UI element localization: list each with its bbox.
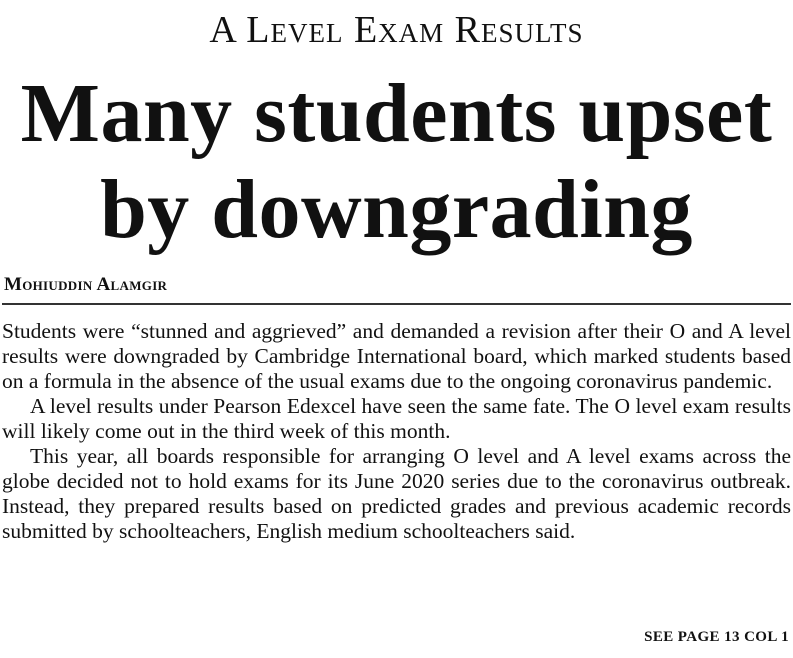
headline-line-1: Many students upset: [20, 67, 773, 160]
byline: Mohiuddin Alamgir: [4, 274, 168, 295]
article-paragraph: A level results under Pearson Edexcel have seen the same fate. The O level exam results will likely come out in the third week of this month.: [2, 394, 791, 443]
continued-on-page-line: SEE PAGE 13 COL 1: [644, 629, 789, 645]
article-paragraph: Students were “stunned and aggrieved” and demanded a revision after their O and A level results were downgraded by Cambridge International board, which marked students based on a formula in the absence of the usual exams due to the ongoing coronavirus pandemic.: [2, 319, 791, 393]
headline-line-2: by downgrading: [100, 163, 693, 256]
kicker: A Level Exam Results: [209, 9, 584, 51]
article-paragraph: This year, all boards responsible for arranging O level and A level exams across the globe decided not to hold exams for its June 2020 series due to the coronavirus outbreak. Instead, they prepared results based on predicted grades and previous academic records submitted by schoolteachers, English medium schoolteachers said.: [2, 444, 791, 543]
byline-divider: [2, 303, 791, 305]
headline: [0, 66, 793, 258]
article-body: [2, 319, 791, 544]
